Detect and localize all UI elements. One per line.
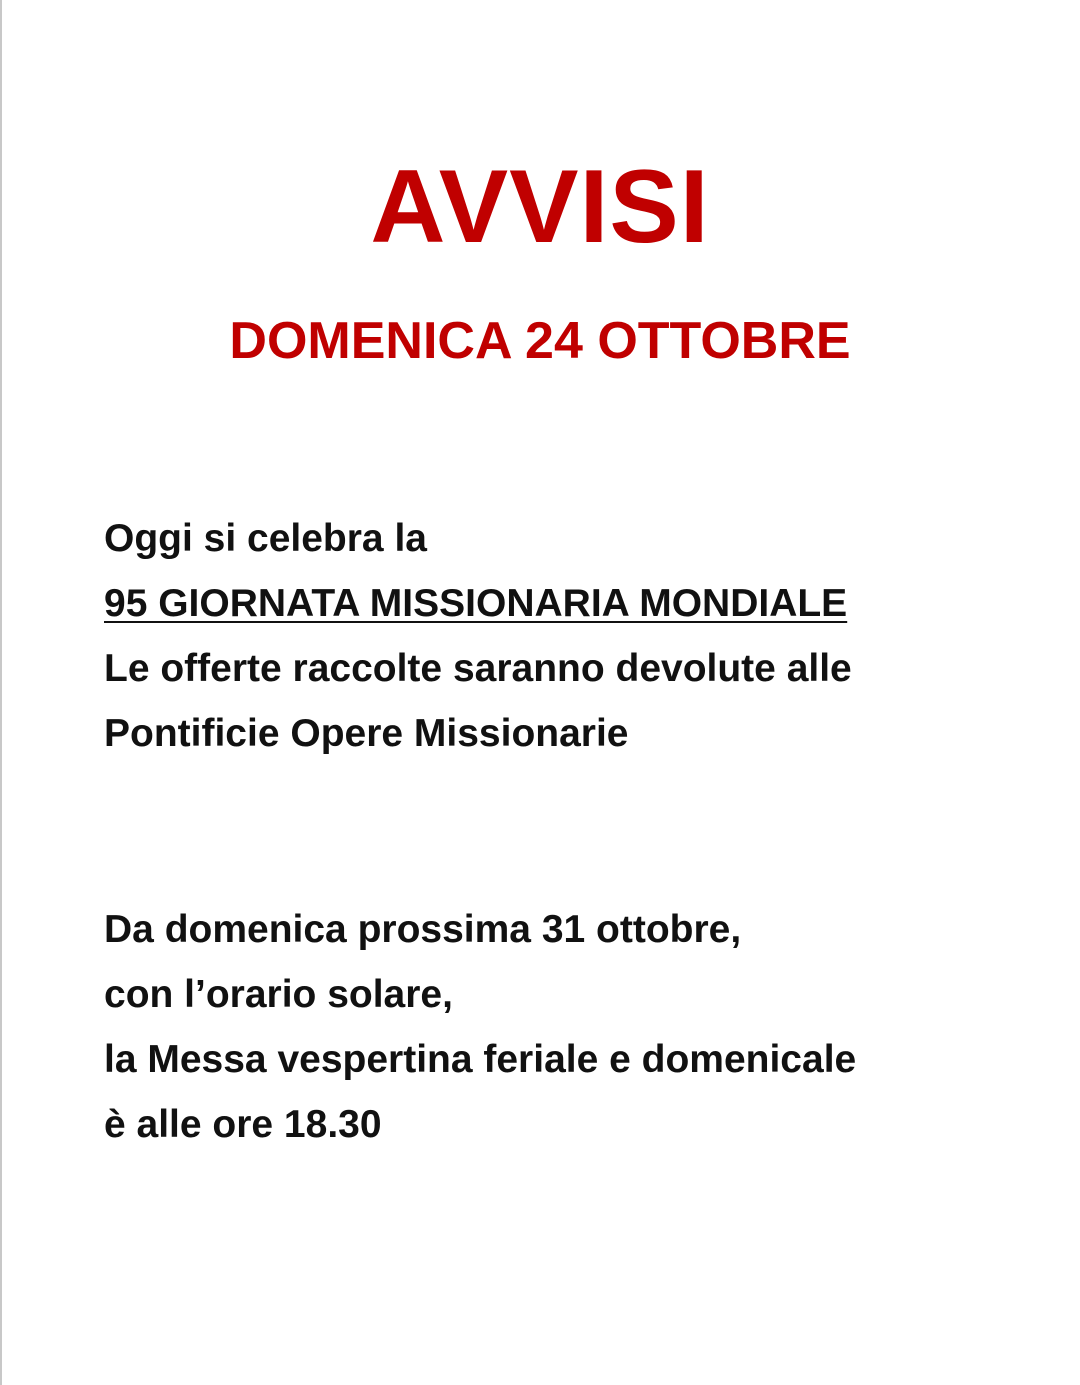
announcement-1-line-3: Le offerte raccolte saranno devolute alle: [104, 647, 852, 690]
announcement-mass-schedule: [104, 897, 1064, 1157]
announcement-2-line-3: la Messa vespertina feriale e domenicale: [104, 1038, 857, 1081]
announcement-2-line-2: con l’orario solare,: [104, 973, 453, 1016]
announcement-1-line-1: Oggi si celebra la: [104, 517, 427, 560]
announcement-1-line-4: Pontificie Opere Missionarie: [104, 712, 629, 755]
announcement-missionary-day: [104, 506, 1064, 766]
announcement-2-line-4: è alle ore 18.30: [104, 1103, 382, 1146]
notice-title: AVVISI: [370, 149, 710, 265]
missionary-day-title: 95 GIORNATA MISSIONARIA MONDIALE: [104, 582, 848, 625]
announcement-2-line-1: Da domenica prossima 31 ottobre,: [104, 908, 742, 951]
date-heading: DOMENICA 24 OTTOBRE: [229, 312, 851, 370]
